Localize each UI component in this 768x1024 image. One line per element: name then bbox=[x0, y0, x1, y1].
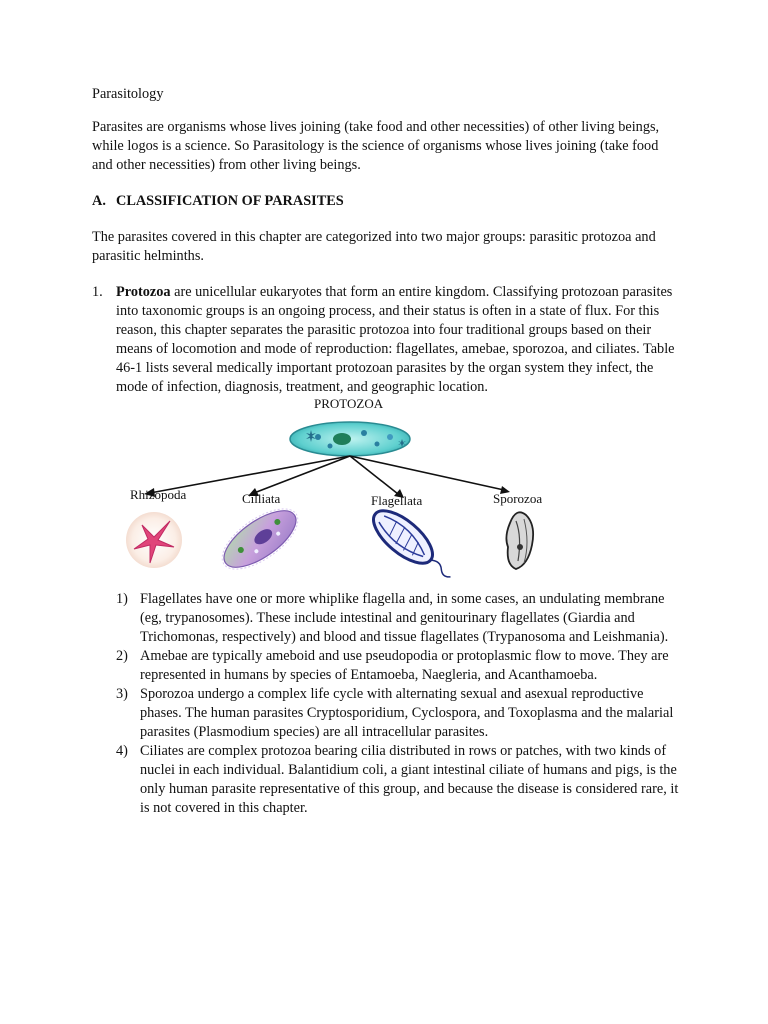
list-number: 1) bbox=[116, 591, 128, 607]
document-title: Parasitology bbox=[92, 86, 164, 102]
sporozoa-organism-icon bbox=[506, 512, 533, 569]
list-item bbox=[116, 590, 682, 647]
protozoa-paragraph bbox=[116, 283, 682, 397]
protozoa-term: Protozoa bbox=[116, 284, 171, 300]
list-number: 1. bbox=[92, 284, 103, 300]
cilliata-organism-icon bbox=[212, 497, 307, 580]
diagram-branch-rhizopoda: Rhizopoda bbox=[130, 487, 187, 502]
diagram-arrowheads bbox=[144, 486, 510, 498]
diagram-branch-flagellata: Flagellata bbox=[371, 493, 423, 508]
list-item-text: Flagellates have one or more whiplike flagella and, in some cases, an undulating membrane (eg, trypanosomes). These include intestinal and genitourinary flagellates (Giardia and Trichomonas, respectively) and blood and tissue flagellates (Trypanosoma and Leishmania). bbox=[140, 591, 669, 645]
section-heading-text: CLASSIFICATION OF PARASITES bbox=[116, 193, 344, 209]
diagram-connectors bbox=[150, 456, 504, 494]
list-item-text: Sporozoa undergo a complex life cycle with alternating sexual and asexual reproductive phases. The human parasites Cryptosporidium, Cyclospora, and Toxoplasma and the malarial parasites (Plasmodium species) are all intracellular parasites. bbox=[140, 686, 674, 740]
protozoa-sublist bbox=[92, 590, 682, 818]
list-item-text: Ciliates are complex protozoa bearing cilia distributed in rows or patches, with two kinds of nuclei in each individual. Balantidium coli, a giant intestinal ciliate of humans and pigs, is the only human parasite representative of this group, and because the disease is considered rare, it is not covered in this chapter. bbox=[140, 743, 679, 816]
list-item bbox=[116, 647, 682, 685]
section-letter: A. bbox=[92, 193, 106, 209]
protozoa-diagram bbox=[92, 397, 682, 582]
list-item-protozoa bbox=[92, 283, 682, 397]
document-body bbox=[92, 85, 682, 818]
list-item bbox=[116, 685, 682, 742]
diagram-branch-cilliata: Cilliata bbox=[242, 491, 281, 506]
rhizopoda-organism-icon bbox=[126, 512, 182, 568]
diagram-branch-sporozoa: Sporozoa bbox=[493, 491, 543, 506]
list-number: 3) bbox=[116, 686, 128, 702]
diagram-root-label: PROTOZOA bbox=[314, 396, 384, 411]
list-number: 4) bbox=[116, 743, 128, 759]
section-heading bbox=[92, 192, 682, 211]
groups-paragraph: The parasites covered in this chapter are categorized into two major groups: parasitic protozoa and parasitic helminths. bbox=[92, 229, 656, 264]
list-number: 2) bbox=[116, 648, 128, 664]
protozoa-root-organism-icon bbox=[290, 422, 410, 456]
list-item bbox=[116, 742, 682, 818]
flagellata-organism-icon bbox=[365, 502, 461, 582]
list-item-text: Amebae are typically ameboid and use pseudopodia or protoplasmic flow to move. They are represented in humans by species of Entamoeba, Naegleria, and Acanthamoeba. bbox=[140, 648, 669, 683]
protozoa-text: are unicellular eukaryotes that form an entire kingdom. Classifying protozoan parasites into taxonomic groups is an ongoing process, and their status is often in a state of flux. For this reason, this chapter separates the parasitic protozoa into four traditional groups based on their means of locomotion and mode of reproduction: flagellates, amebae, sporozoa, and ciliates. Table 46-1 lists several medically important protozoan parasites by the organ system they infect, the mode of infection, diagnosis, treatment, and geographic location. bbox=[116, 284, 675, 395]
intro-paragraph: Parasites are organisms whose lives joining (take food and other necessities) of other living beings, while logos is a science. So Parasitology is the science of organisms whose lives joining (take food and other necessities) from other living beings. bbox=[92, 119, 660, 173]
